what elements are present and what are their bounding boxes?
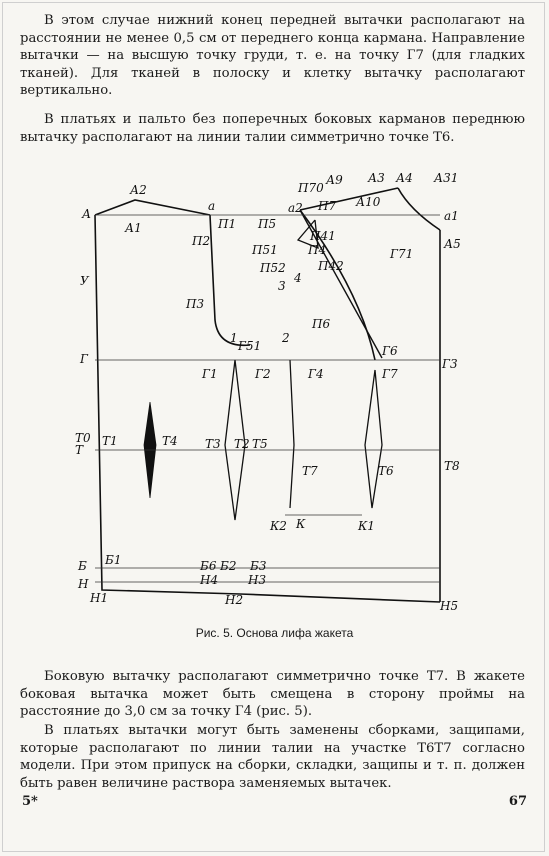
label-T1: Т1 (102, 434, 118, 448)
label-H3: Н3 (248, 573, 267, 587)
bodice-pattern-figure (60, 170, 480, 629)
label-G7: Г7 (382, 367, 398, 381)
label-P3: П3 (186, 297, 205, 311)
label-P70: П70 (298, 181, 324, 195)
label-H: Н (78, 577, 89, 591)
paragraph-2: В платьях и пальто без поперечных боковых карманов переднюю вытачку располагают на линии талии симметрично точке Т6. (20, 112, 525, 145)
label-P2: П2 (192, 234, 211, 248)
label-A2: А2 (130, 183, 147, 197)
label-A31: А31 (434, 171, 459, 185)
front-waist-dart (365, 370, 382, 508)
label-K2: К2 (270, 519, 287, 533)
label-K: К (296, 517, 306, 531)
label-n1: 1 (230, 331, 238, 345)
label-G2: Г2 (255, 367, 271, 381)
back-armhole (210, 215, 250, 345)
label-P1: П1 (218, 217, 237, 231)
label-P42: П42 (318, 259, 344, 273)
label-P5: П5 (258, 217, 277, 231)
label-T5: Т5 (252, 437, 268, 451)
back-side-line (95, 215, 240, 594)
label-B1: Б1 (105, 553, 122, 567)
label-A1: А1 (125, 221, 142, 235)
label-G3: Г3 (442, 357, 458, 371)
label-T8: Т8 (444, 459, 460, 473)
bodice-pattern-drawing (60, 170, 480, 625)
label-H2: Н2 (225, 593, 244, 607)
paragraph-1: В этом случае нижний конец передней вытачки располагают на расстоянии не менее 0,5 см от переднего конца кармана. Направление вытачки — на высшую точку груди, т. е. на точку Г7 (для гладких тканей). Для тканей в полоску и клетку вытачку располагают вертикально. (20, 13, 525, 98)
label-A10: А10 (356, 195, 381, 209)
label-P4: П4 (308, 243, 327, 257)
label-T4: Т4 (162, 434, 178, 448)
label-A: А (82, 207, 92, 221)
signature-mark: 5* (22, 794, 38, 809)
label-B2: Б2 (220, 559, 237, 573)
label-a1: а1 (444, 209, 459, 223)
label-P51: П51 (252, 243, 278, 257)
label-G6: Г6 (382, 344, 398, 358)
label-G71: Г71 (390, 247, 414, 261)
label-K1: К1 (358, 519, 375, 533)
label-U: У (80, 274, 89, 288)
label-G51: Г51 (238, 339, 262, 353)
label-H5: Н5 (440, 599, 459, 613)
label-A4: А4 (396, 171, 413, 185)
figure-caption: Рис. 5. Основа лифа жакета (195, 626, 354, 640)
paragraph-3: Боковую вытачку располагают симметрично точке Т7. В жакете боковая вытачка может быть смещена в сторону проймы на расстояние до 3,0 см за точку Г4 (рис. 5). (20, 669, 525, 719)
label-P6: П6 (312, 317, 331, 331)
label-A5: А5 (444, 237, 461, 251)
label-H4: Н4 (200, 573, 219, 587)
label-T2: Т2 (234, 437, 250, 451)
front-neck-curve (398, 188, 440, 230)
label-a2: а2 (288, 201, 303, 215)
label-n2: 2 (282, 331, 290, 345)
label-P52: П52 (260, 261, 286, 275)
label-B6: Б6 (200, 559, 217, 573)
label-T6: Т6 (378, 464, 394, 478)
side-dart-front (290, 360, 294, 508)
paragraph-4: В платьях вытачки могут быть заменены сборками, защипами, которые располагают по линии талии на участке Т6Т7 согласно модели. При этом припуск на сборки, складки, защипы и т. п. должен быть равен величине раствора заменяемых вытачек. (20, 723, 525, 791)
label-B: Б (78, 559, 87, 573)
label-T7: Т7 (302, 464, 318, 478)
label-A3: А3 (368, 171, 385, 185)
label-T: Т (75, 443, 84, 457)
label-a: а (208, 199, 216, 213)
label-G: Г (80, 352, 88, 366)
page-number: 67 (508, 794, 527, 809)
front-hem-line (240, 594, 440, 602)
back-shoulder-line (95, 200, 210, 215)
label-T3: Т3 (205, 437, 221, 451)
label-P7: П7 (318, 199, 337, 213)
label-G4: Г4 (308, 367, 324, 381)
label-G1: Г1 (202, 367, 218, 381)
label-H1: Н1 (90, 591, 109, 605)
label-P41: П41 (310, 229, 336, 243)
label-n3: 3 (278, 279, 286, 293)
label-n4: 4 (294, 271, 302, 285)
label-A9: А9 (326, 173, 343, 187)
label-B3: Б3 (250, 559, 267, 573)
label-T0: Т0 (75, 431, 91, 445)
